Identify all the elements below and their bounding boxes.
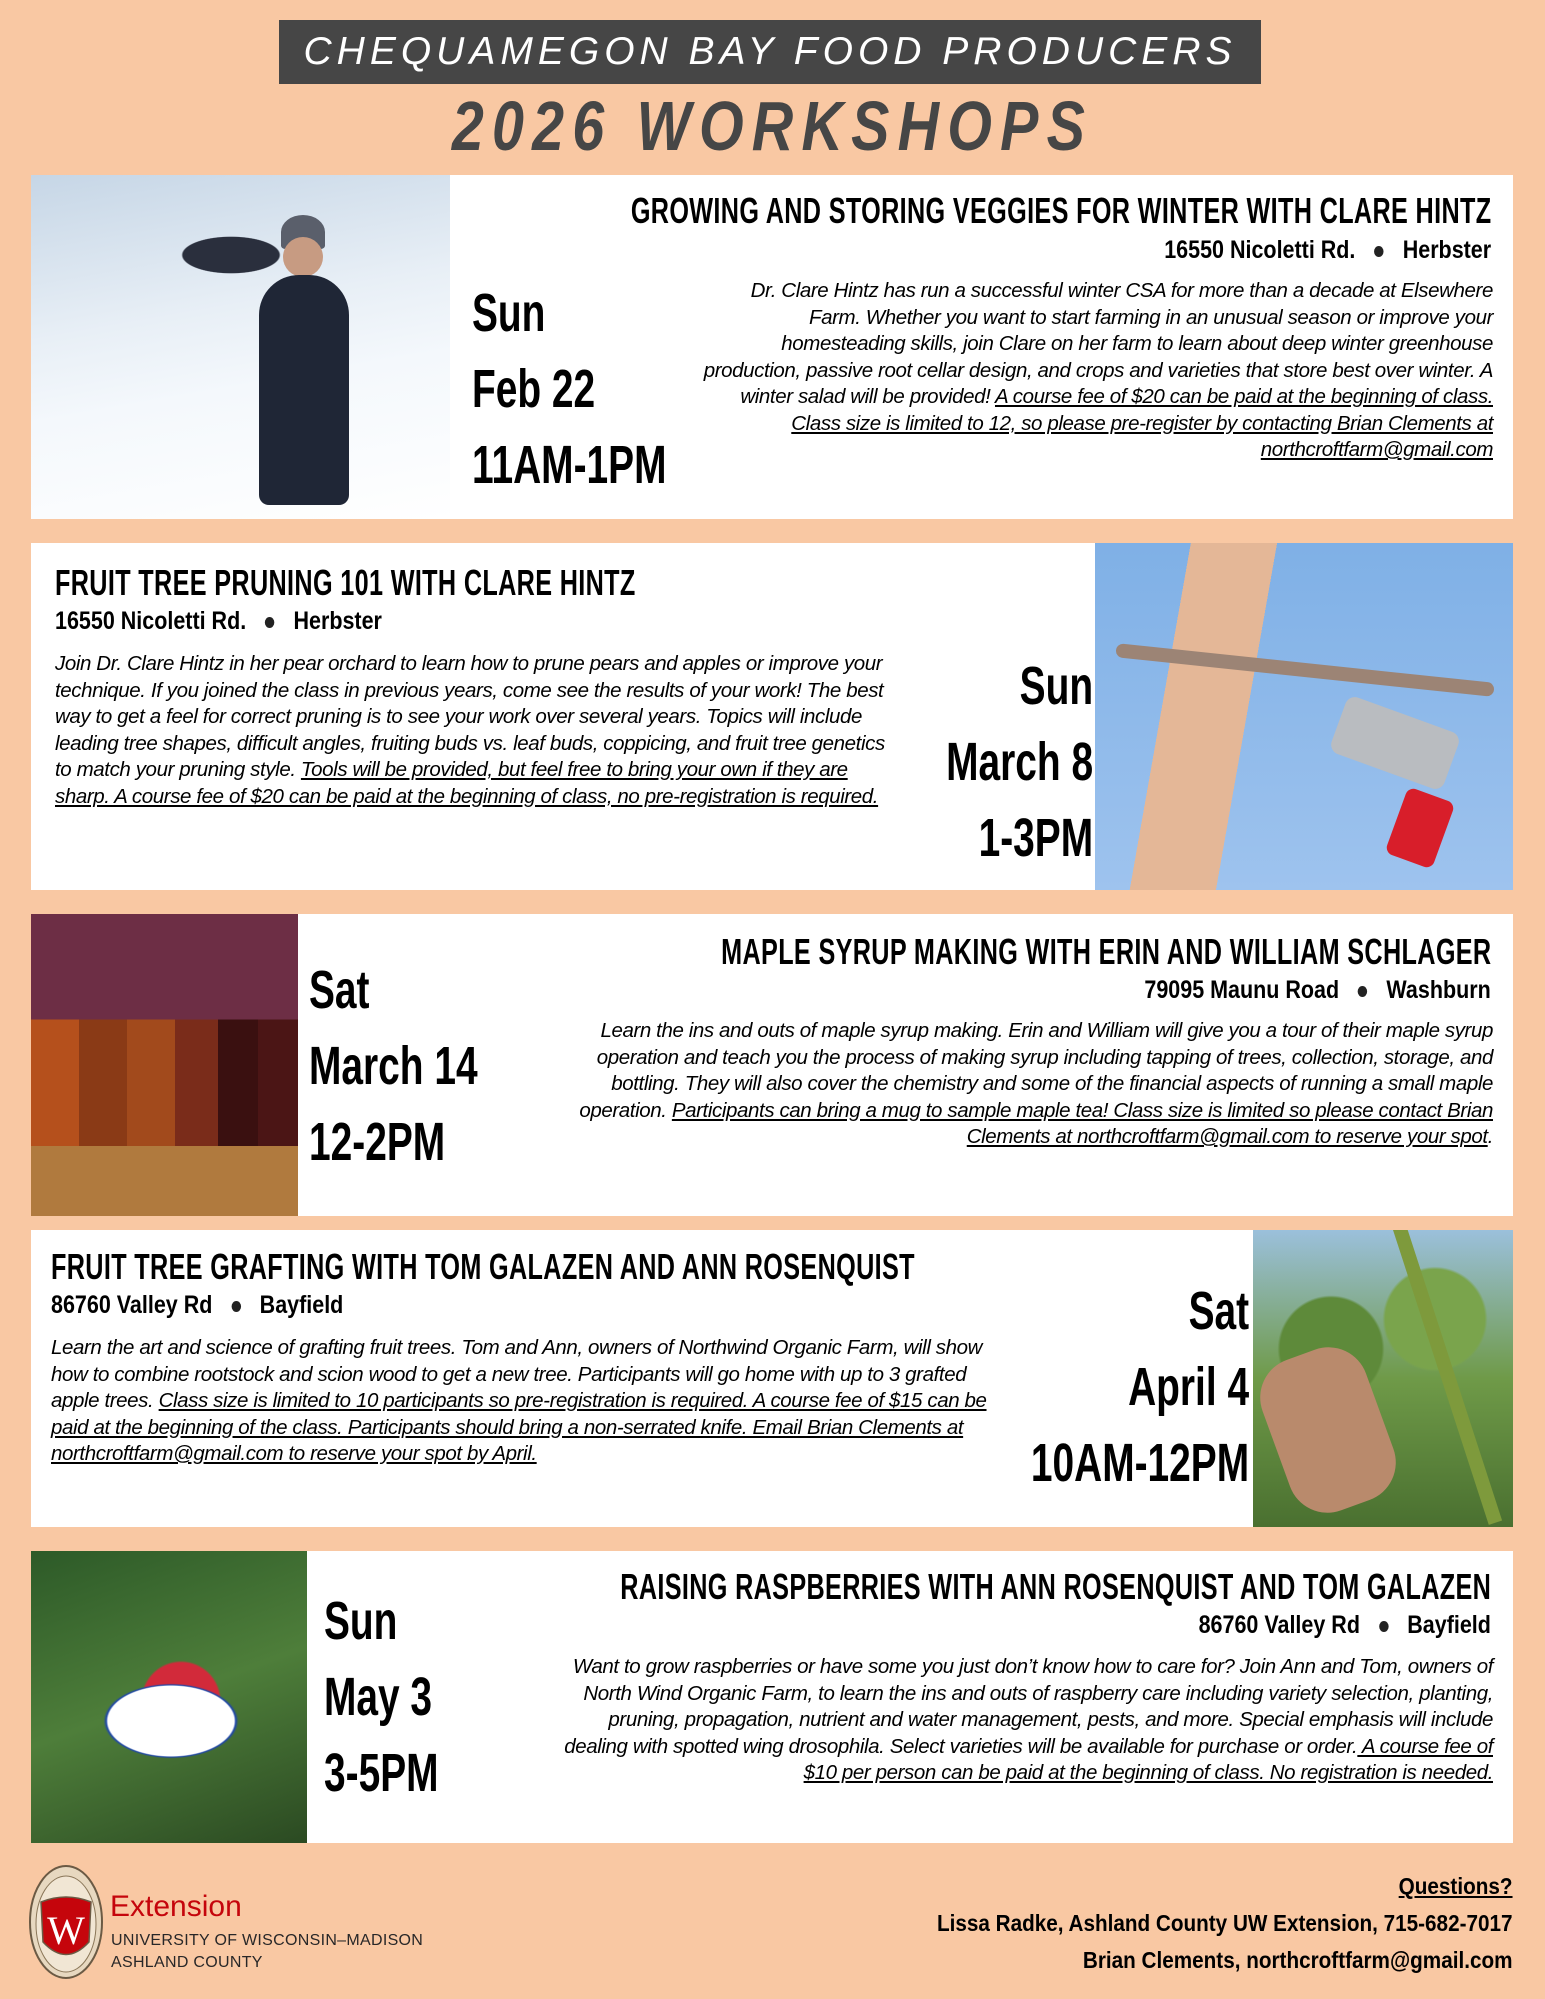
extension-label: Extension bbox=[110, 1890, 242, 1923]
workshop-day: Sun bbox=[472, 283, 546, 343]
uw-crest-logo bbox=[27, 1862, 105, 1982]
workshop-card-grafting bbox=[31, 1230, 1513, 1527]
workshop-date bbox=[324, 1583, 439, 1811]
workshop-day-date: April 4 bbox=[1128, 1357, 1249, 1417]
workshop-town: Bayfield bbox=[259, 1291, 344, 1319]
org-name-banner bbox=[279, 20, 1261, 84]
workshop-card-pruning bbox=[31, 543, 1513, 890]
grafting-knife-on-stem-photo bbox=[1253, 1230, 1513, 1527]
workshop-day-date: March 14 bbox=[309, 1036, 478, 1096]
workshop-registration-note: Participants can bring a mug to sample maple tea! Class size is limited so please contact Brian Clements at northcroftfarm@gmail.com to reserve your spot bbox=[671, 1098, 1493, 1148]
svg-text:W: W bbox=[47, 1908, 85, 1953]
bullet-icon bbox=[1374, 246, 1383, 257]
questions-heading: Questions? bbox=[1399, 1873, 1513, 1899]
workshop-time: 3-5PM bbox=[324, 1743, 439, 1803]
workshop-day: Sat bbox=[309, 960, 370, 1020]
workshop-location bbox=[51, 1290, 343, 1320]
workshop-day: Sat bbox=[1188, 1281, 1249, 1341]
maple-syrup-bottles-photo bbox=[31, 914, 298, 1216]
workshop-location bbox=[55, 606, 382, 636]
workshop-address: 16550 Nicoletti Rd. bbox=[1164, 236, 1356, 264]
workshop-description: Want to grow raspberries or have some you just don’t know how to care for? Join Ann and Tom, owners of North Wind Organic Farm, to learn the ins and outs of raspberry care including variety selection, planting, pruning, propagation, nutrient and water management, pests, and more. Special emphasis will include dealing with spotted wing drosophila. Select varieties will be available for purchase or order. A course fee of $10 per person can be paid at the beginning of class. No registration is needed. bbox=[564, 1655, 1493, 1784]
workshop-date bbox=[946, 648, 1093, 876]
workshop-address: 16550 Nicoletti Rd. bbox=[55, 607, 247, 635]
workshop-registration-note: Tools will be provided, but feel free to bring your own if they are sharp. A course fee of $20 can be paid at the beginning of class, no pre-registration is required. bbox=[55, 758, 879, 808]
workshop-registration-note: A course fee of $20 can be paid at the beginning of class. Class size is limited to 12, so please pre-register by contacting Brian Clements at northcroftfarm@gmail.com bbox=[791, 385, 1493, 461]
bullet-icon bbox=[265, 617, 274, 628]
workshop-address: 79095 Maunu Road bbox=[1144, 976, 1340, 1004]
workshop-title: FRUIT TREE PRUNING 101 WITH CLARE HINTZ bbox=[55, 562, 636, 603]
workshop-date bbox=[472, 275, 666, 503]
contact-lissa: Lissa Radke, Ashland County UW Extension, 715-682-7017 bbox=[937, 1910, 1513, 1936]
university-label: UNIVERSITY OF WISCONSIN–MADISON ASHLAND COUNTY bbox=[111, 1930, 423, 1974]
workshop-description: Learn the art and science of grafting fruit trees. Tom and Ann, owners of Northwind Organic Farm, will show how to combine rootstock and scion wood to get a new tree. Participants will go home with up to 3 grafted apple trees. Class size is limited to 10 participants so pre-registration is required. A course fee of $15 can be paid at the beginning of the class. Participants should bring a non-serrated knife. Email Brian Clements at northcroftfarm@gmail.com to reserve your spot by April. bbox=[51, 1336, 987, 1465]
bullet-icon bbox=[1358, 986, 1367, 997]
workshop-registration-note: Class size is limited to 10 participants so pre-registration is required. A course fee of $15 can be paid at the beginning of the class. Participants should bring a non-serrated knife. Email Brian Clements at northcroftfarm@gmail.com to reserve your spot by April. bbox=[51, 1389, 987, 1465]
workshop-date bbox=[309, 952, 478, 1180]
contact-info bbox=[937, 1868, 1513, 1979]
workshop-title: MAPLE SYRUP MAKING WITH ERIN AND WILLIAM SCHLAGER bbox=[720, 931, 1491, 972]
workshop-time: 10AM-12PM bbox=[1030, 1433, 1249, 1493]
workshop-title: RAISING RASPBERRIES WITH ANN ROSENQUIST AND TOM GALAZEN bbox=[620, 1566, 1491, 1607]
woman-in-snow-by-greenhouse-photo bbox=[31, 175, 450, 519]
workshop-registration-note: A course fee of $10 per person can be paid at the beginning of class. No registration is needed. bbox=[803, 1734, 1493, 1784]
workshop-day-date: Feb 22 bbox=[472, 359, 596, 419]
workshop-card-maple-syrup bbox=[31, 914, 1513, 1216]
workshop-address: 86760 Valley Rd bbox=[1198, 1611, 1361, 1639]
workshop-day-date: March 8 bbox=[946, 732, 1093, 792]
workshop-day: Sun bbox=[1019, 656, 1093, 716]
raspberries-in-bowl-photo bbox=[31, 1551, 307, 1843]
workshop-day-date: May 3 bbox=[324, 1667, 433, 1727]
county-label: ASHLAND COUNTY bbox=[111, 1954, 263, 1971]
workshop-town: Bayfield bbox=[1407, 1611, 1491, 1639]
workshop-time: 12-2PM bbox=[309, 1112, 446, 1172]
workshop-day: Sun bbox=[324, 1591, 398, 1651]
workshop-town: Herbster bbox=[1402, 236, 1491, 264]
org-name: CHEQUAMEGON BAY FOOD PRODUCERS bbox=[303, 30, 1237, 73]
workshop-description: Join Dr. Clare Hintz in her pear orchard to learn how to prune pears and apples or improve your technique. If you joined the class in previous years, come see the results of your work! The best way to get a feel for correct pruning is to see your work over several years. Topics will include leading tree shapes, difficult angles, fruiting buds vs. leaf buds, coppicing, and fruit tree genetics to match your pruning style. Tools will be provided, but feel free to bring your own if they are sharp. A course fee of $20 can be paid at the beginning of class, no pre-registration is required. bbox=[55, 652, 885, 808]
workshop-date bbox=[1031, 1273, 1249, 1501]
workshop-title: FRUIT TREE GRAFTING WITH TOM GALAZEN AND ANN ROSENQUIST bbox=[51, 1246, 915, 1287]
workshop-title: GROWING AND STORING VEGGIES FOR WINTER WITH CLARE HINTZ bbox=[630, 190, 1491, 231]
page-title: 2026 WORKSHOPS bbox=[451, 87, 1094, 165]
workshop-time: 11AM-1PM bbox=[472, 435, 667, 495]
workshop-location bbox=[1164, 235, 1491, 265]
workshop-card-winter-veggies bbox=[31, 175, 1513, 519]
bullet-icon bbox=[231, 1301, 240, 1312]
workshop-location bbox=[1199, 1610, 1491, 1640]
contact-brian: Brian Clements, northcroftfarm@gmail.com bbox=[1083, 1947, 1513, 1973]
workshop-location bbox=[1145, 975, 1491, 1005]
workshop-town: Washburn bbox=[1386, 976, 1491, 1004]
bullet-icon bbox=[1379, 1621, 1388, 1632]
workshop-description: Learn the ins and outs of maple syrup making. Erin and William will give you a tour of their maple syrup operation and teach you the process of making syrup including tapping of trees, collection, storage, and bottling. They will also cover the chemistry and some of the financial aspects of running a small maple operation. Participants can bring a mug to sample maple tea! Class size is limited so please contact Brian Clements at northcroftfarm@gmail.com to reserve your spot. bbox=[579, 1019, 1493, 1148]
workshop-time: 1-3PM bbox=[978, 808, 1093, 868]
pruning-shears-on-branch-photo bbox=[1095, 543, 1513, 890]
workshop-address: 86760 Valley Rd bbox=[51, 1291, 213, 1319]
workshop-description: Dr. Clare Hintz has run a successful winter CSA for more than a decade at Elsewhere Farm. Whether you want to start farming in an unusual season or improve your homesteading skills, join Clare on her farm to learn about deep winter greenhouse production, passive root cellar design, and crops and varieties that store best over winter. A winter salad will be provided! A course fee of $20 can be paid at the beginning of class. Class size is limited to 12, so please pre-register by contacting Brian Clements at northcroftfarm@gmail.com bbox=[703, 279, 1493, 461]
workshop-town: Herbster bbox=[293, 607, 382, 635]
workshop-card-raspberries bbox=[31, 1551, 1513, 1843]
